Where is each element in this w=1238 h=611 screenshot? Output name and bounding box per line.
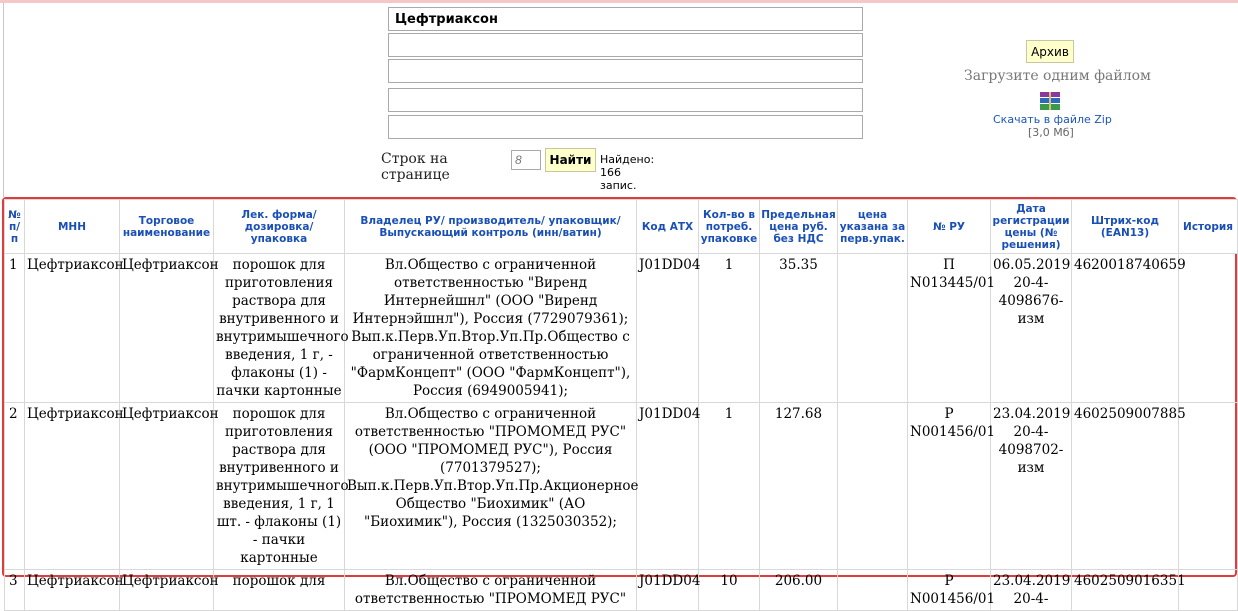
- cell-mnn: Цефтриаксон: [25, 254, 120, 403]
- cell-dosage-form: порошок для приготовления раствора для внутривенного и внутримышечного введения, 1 г, 1 шт. - флаконы (1) - пачки картонные: [214, 403, 345, 570]
- cell-number: 1: [5, 254, 25, 403]
- cell-first-pack: [838, 403, 908, 570]
- archive-button[interactable]: Архив: [1026, 40, 1074, 63]
- cell-trade-name: Цефтриаксон: [120, 254, 214, 403]
- cell-trade-name: Цефтриаксон: [120, 403, 214, 570]
- col-header-reg-date[interactable]: Дата регистрации цены (№ решения): [991, 200, 1072, 254]
- col-header-trade-name[interactable]: Торговое наименование: [120, 200, 214, 254]
- cell-qty: 1: [699, 403, 760, 570]
- trade-name-input[interactable]: [388, 7, 863, 31]
- cell-price: 35.35: [760, 254, 838, 403]
- col-header-atc[interactable]: Код АТХ: [637, 200, 699, 254]
- cell-ru-number: Р N001456/01: [908, 570, 991, 611]
- cell-barcode: 4602509007885: [1072, 403, 1179, 570]
- ru-number-input[interactable]: [388, 59, 863, 83]
- col-header-owner[interactable]: Владелец РУ/ производитель/ упаковщик/ Выпускающий контроль (инн/ватин): [345, 200, 637, 254]
- manufacturer-input[interactable]: [388, 88, 863, 112]
- cell-atc: J01DD04: [637, 254, 699, 403]
- cell-atc: J01DD04: [637, 570, 699, 611]
- cell-owner: Вл.Общество с ограниченной ответственностью "ПРОМОМЕД РУС" (ООО "ПРОМОМЕД РУС"), Россия (7701379527); Вып.к.Перв.Уп.Втор.Уп.Пр.Акционерное Общество "Биохимик" (АО "Биохимик"), Россия (1325030352);: [345, 403, 637, 570]
- barcode-input[interactable]: [388, 115, 863, 139]
- cell-owner: Вл.Общество с ограниченной ответственностью "ПРОМОМЕД РУС": [345, 570, 637, 611]
- col-header-ru-number[interactable]: № РУ: [908, 200, 991, 254]
- cell-price: 206.00: [760, 570, 838, 611]
- zip-file-size: [3,0 Мб]: [1028, 126, 1074, 139]
- cell-reg-date: 23.04.2019 20-4-: [991, 570, 1072, 611]
- cell-dosage-form: порошок для: [214, 570, 345, 611]
- upload-text: Загрузите одним файлом: [964, 68, 1151, 84]
- col-header-mnn[interactable]: МНН: [25, 200, 120, 254]
- cell-atc: J01DD04: [637, 403, 699, 570]
- cell-number: 2: [5, 403, 25, 570]
- find-button[interactable]: Найти: [545, 148, 596, 172]
- cell-qty: 10: [699, 570, 760, 611]
- col-header-history[interactable]: История: [1179, 200, 1238, 254]
- cell-dosage-form: порошок для приготовления раствора для внутривенного и внутримышечного введения, 1 г, - флаконы (1) - пачки картонные: [214, 254, 345, 403]
- cell-ru-number: Р N001456/01: [908, 403, 991, 570]
- top-border: [0, 0, 1238, 3]
- cell-mnn: Цефтриаксон: [25, 570, 120, 611]
- col-header-barcode[interactable]: Штрих-код (EAN13): [1072, 200, 1179, 254]
- cell-price: 127.68: [760, 403, 838, 570]
- results-table-container: [2, 197, 1237, 607]
- cell-history[interactable]: [1179, 254, 1238, 403]
- cell-reg-date: 06.05.2019 20-4-4098676-изм: [991, 254, 1072, 403]
- table-row: [5, 403, 1238, 570]
- rows-per-page-label: Строк на странице: [381, 151, 450, 183]
- results-table: [4, 199, 1238, 611]
- zip-archive-icon[interactable]: [1038, 91, 1062, 111]
- cell-reg-date: 23.04.2019 20-4-4098702-изм: [991, 403, 1072, 570]
- cell-qty: 1: [699, 254, 760, 403]
- cell-trade-name: Цефтриаксон: [120, 570, 214, 611]
- cell-first-pack: [838, 254, 908, 403]
- cell-first-pack: [838, 570, 908, 611]
- rows-per-page-input[interactable]: [511, 150, 541, 170]
- cell-barcode: 4620018740659: [1072, 254, 1179, 403]
- col-header-price[interactable]: Предельная цена руб. без НДС: [760, 200, 838, 254]
- col-header-number[interactable]: № п/п: [5, 200, 25, 254]
- table-row: [5, 254, 1238, 403]
- col-header-first-pack[interactable]: цена указана за перв.упак.: [838, 200, 908, 254]
- cell-barcode: 4602509016351: [1072, 570, 1179, 611]
- cell-mnn: Цефтриаксон: [25, 403, 120, 570]
- cell-history[interactable]: [1179, 570, 1238, 611]
- cell-history[interactable]: [1179, 403, 1238, 570]
- cell-owner: Вл.Общество с ограниченной ответственностью "Виренд Интернейшнл" (ООО "Виренд Интернэйшнл"), Россия (7729079361); Вып.к.Перв.Уп.Втор.Уп.Пр.Общество с ограниченной ответственностью "ФармКонцепт" (ООО "ФармКонцепт"), Россия (6949005941);: [345, 254, 637, 403]
- col-header-qty[interactable]: Кол-во в потреб. упаковке: [699, 200, 760, 254]
- download-zip-link[interactable]: Скачать в файле Zip: [993, 113, 1112, 126]
- table-row: [5, 570, 1238, 611]
- cell-number: 3: [5, 570, 25, 611]
- mnn-input[interactable]: [388, 33, 863, 57]
- found-count: Найдено: 166 запис.: [600, 153, 655, 192]
- form-left-border: [3, 3, 4, 197]
- col-header-dosage-form[interactable]: Лек. форма/ дозировка/ упаковка: [214, 200, 345, 254]
- cell-ru-number: П N013445/01: [908, 254, 991, 403]
- header-row: [5, 200, 1238, 254]
